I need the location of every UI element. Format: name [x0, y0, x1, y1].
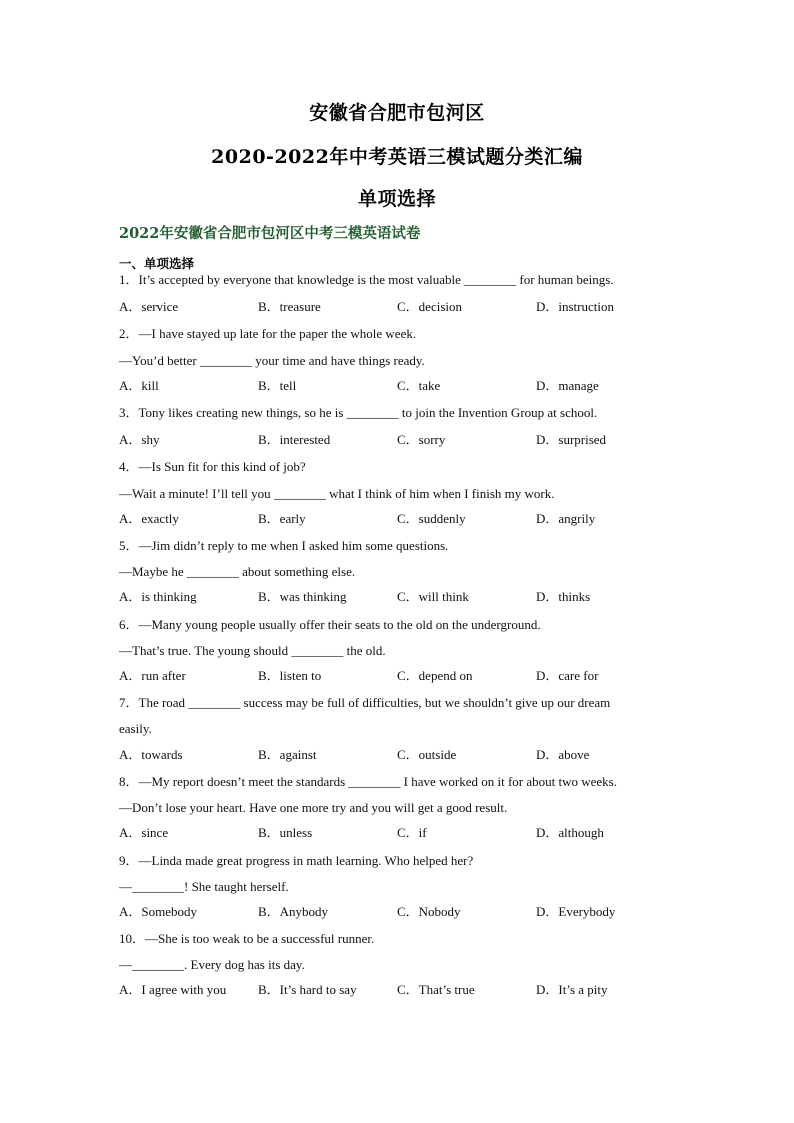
option-b: B．interested	[258, 432, 331, 447]
option-b: B．listen to	[258, 668, 322, 683]
question-6-stem: 6．—Many young people usually offer their seats to the old on the underground.	[119, 617, 541, 632]
option-a: A．run after	[119, 668, 186, 683]
option-a: A．I agree with you	[119, 982, 227, 997]
document-title-category: 单项选择	[357, 188, 436, 210]
question-7-stem-continued: easily.	[119, 721, 152, 736]
exam-heading: 2022年安徽省合肥市包河区中考三模英语试卷	[119, 225, 421, 242]
question-1-stem: 1．It’s accepted by everyone that knowledge is the most valuable ________ for human beings.	[119, 272, 614, 287]
option-c: C．if	[397, 825, 427, 840]
option-c: C．depend on	[397, 668, 473, 683]
question-3-stem: 3．Tony likes creating new things, so he is ________ to join the Invention Group at school.	[119, 405, 598, 420]
question-4-stem: 4．—Is Sun fit for this kind of job?	[119, 459, 306, 474]
option-b: B．unless	[258, 825, 313, 840]
option-b: B．It’s hard to say	[258, 982, 357, 997]
option-c: C．decision	[397, 299, 462, 314]
option-a: A．shy	[119, 432, 160, 447]
option-c: C．will think	[397, 589, 469, 604]
question-9-response: —________! She taught herself.	[119, 879, 289, 894]
option-a: A．is thinking	[119, 589, 197, 604]
option-d: D．manage	[536, 378, 599, 393]
option-c: C．suddenly	[397, 511, 466, 526]
option-c: C．That’s true	[397, 982, 475, 997]
question-2-stem: 2．—I have stayed up late for the paper the whole week.	[119, 326, 417, 341]
question-4-response: —Wait a minute! I’ll tell you ________ what I think of him when I finish my work.	[119, 486, 555, 501]
option-c: C．Nobody	[397, 904, 461, 919]
section-heading: 一、单项选择	[119, 256, 195, 271]
option-a: A．Somebody	[119, 904, 198, 919]
option-b: B．Anybody	[258, 904, 329, 919]
option-d: D．surprised	[536, 432, 607, 447]
question-6-response: —That’s true. The young should ________ the old.	[119, 643, 386, 658]
question-10-response: —________. Every dog has its day.	[119, 957, 305, 972]
option-d: D．although	[536, 825, 604, 840]
option-b: B．against	[258, 747, 317, 762]
option-a: A．exactly	[119, 511, 179, 526]
question-10-stem: 10．—She is too weak to be a successful runner.	[119, 931, 375, 946]
option-a: A．kill	[119, 378, 159, 393]
option-d: D．Everybody	[536, 904, 616, 919]
option-c: C．take	[397, 378, 441, 393]
option-a: A．service	[119, 299, 179, 314]
question-2-response: —You’d better ________ your time and have things ready.	[119, 353, 425, 368]
document-title-region: 安徽省合肥市包河区	[309, 102, 485, 124]
option-a: A．since	[119, 825, 169, 840]
document-title-years: 2020-2022年中考英语三模试题分类汇编	[211, 146, 583, 168]
question-5-stem: 5．—Jim didn’t reply to me when I asked him some questions.	[119, 538, 449, 553]
option-c: C．sorry	[397, 432, 446, 447]
option-a: A．towards	[119, 747, 183, 762]
option-d: D．thinks	[536, 589, 591, 604]
option-b: B．was thinking	[258, 589, 347, 604]
option-d: D．angrily	[536, 511, 596, 526]
question-7-stem: 7．The road ________ success may be full of difficulties, but we shouldn’t give up our dream	[119, 695, 611, 710]
question-9-stem: 9．—Linda made great progress in math learning. Who helped her?	[119, 853, 474, 868]
option-d: D．instruction	[536, 299, 614, 314]
question-8-response: —Don’t lose your heart. Have one more try and you will get a good result.	[119, 800, 508, 815]
question-8-stem: 8．—My report doesn’t meet the standards ________ I have worked on it for about two weeks.	[119, 774, 617, 789]
option-b: B．tell	[258, 378, 297, 393]
question-5-response: —Maybe he ________ about something else.	[119, 564, 356, 579]
option-b: B．early	[258, 511, 306, 526]
option-d: D．care for	[536, 668, 599, 683]
option-c: C．outside	[397, 747, 457, 762]
option-d: D．It’s a pity	[536, 982, 608, 997]
option-d: D．above	[536, 747, 590, 762]
option-b: B．treasure	[258, 299, 321, 314]
